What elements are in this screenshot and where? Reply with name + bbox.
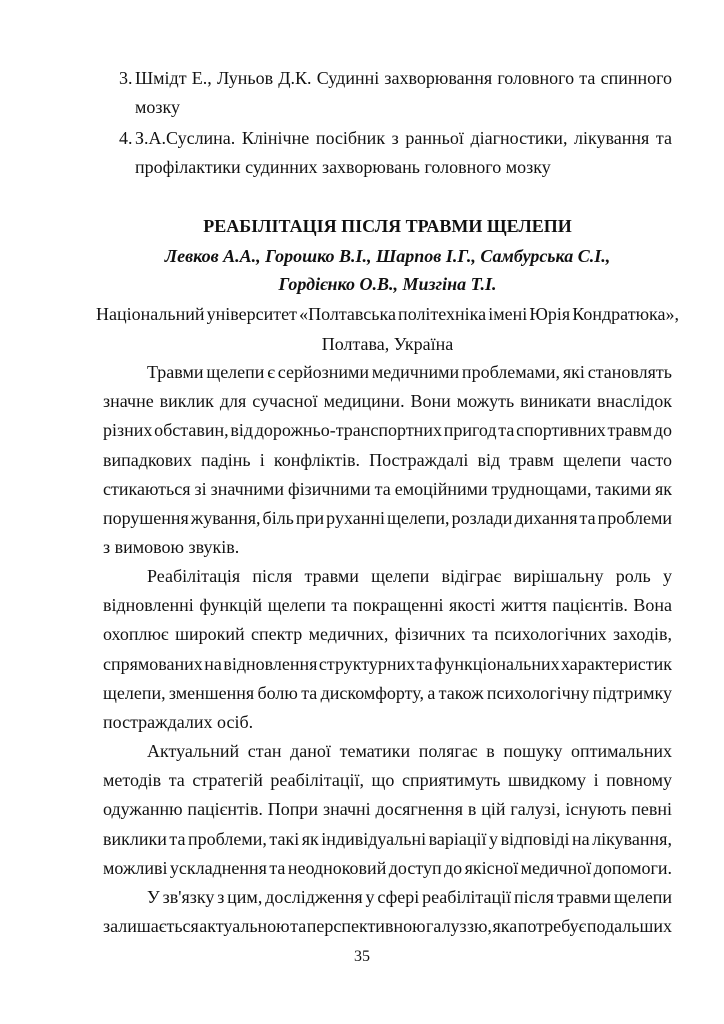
- paragraph-line: Актуальний стан даної тематики полягає в пошуку оптимальних: [147, 741, 672, 761]
- article-title: РЕАБІЛІТАЦІЯ ПІСЛЯ ТРАВМИ ЩЕЛЕПИ: [203, 216, 572, 236]
- article-authors: Гордієнко О.В., Мизгіна Т.І.: [278, 274, 497, 294]
- paragraph-line: виклики та проблеми, такі як індивідуальні варіації у відповіді на лікування,: [103, 829, 672, 849]
- paragraph-line: У зв'язку з цим, дослідження у сфері реабілітації після травми щелепи: [147, 887, 672, 907]
- paragraph-line: з вимовою звуків.: [103, 537, 240, 557]
- paragraph-line: щелепи, зменшення болю та дискомфорту, а також психологічну підтримку: [103, 683, 672, 703]
- paragraph-line: можливі ускладнення та неодноковий доступ до якісної медичної допомоги.: [103, 858, 673, 878]
- paragraph-line: відновленні функцій щелепи та покращенні якості життя пацієнтів. Вона: [103, 595, 672, 615]
- reference-number: 3.: [119, 68, 133, 88]
- article-affiliation: Національний університет «Полтавська політехніка імені Юрія Кондратюка»,: [96, 304, 679, 324]
- article-affiliation: Полтава, Україна: [321, 334, 454, 354]
- paragraph-line: охоплює широкий спектр медичних, фізичних та психологічних заходів,: [103, 624, 672, 644]
- paragraph-line: значне виклик для сучасної медицини. Вони можуть виникати внаслідок: [103, 391, 673, 411]
- paragraph-line: спрямованих на відновлення структурних та функціональних характеристик: [103, 654, 673, 674]
- paragraph-line: методів та стратегій реабілітації, що сприятимуть швидкому і повному: [103, 770, 673, 790]
- article-authors: Левков А.А., Горошко В.І., Шарпов І.Г., Самбурська С.І.,: [164, 246, 611, 266]
- paragraph-line: порушення жування, біль при руханні щелепи, розлади дихання та проблеми: [103, 508, 672, 528]
- reference-line: Шмідт Е., Луньов Д.К. Судинні захворювання головного та спинного: [135, 68, 673, 88]
- reference-line: З.А.Суслина. Клінічне посібник з ранньої діагностики, лікування та: [135, 128, 673, 148]
- paragraph-line: Травми щелепи є серйозними медичними проблемами, які становлять: [147, 362, 672, 382]
- reference-number: 4.: [119, 128, 133, 148]
- paragraph-line: постраждалих осіб.: [103, 712, 254, 732]
- paragraph-line: випадкових падінь і конфліктів. Постраждалі від травм щелепи часто: [103, 450, 672, 470]
- paragraph-line: залишається актуальною та перспективною галуззю, яка потребує подальших: [103, 916, 672, 936]
- paragraph-line: різних обставин, від дорожньо-транспортних пригод та спортивних травм до: [103, 420, 673, 440]
- paragraph-line: стикаються зі значними фізичними та емоційними труднощами, такими як: [103, 479, 673, 499]
- reference-line: профілактики судинних захворювань головного мозку: [135, 157, 551, 177]
- paragraph-line: одужанню пацієнтів. Попри значні досягнення в цій галузі, існують певні: [103, 799, 672, 819]
- paragraph-line: Реабілітація після травми щелепи відіграє вирішальну роль у: [147, 566, 672, 586]
- reference-line: мозку: [135, 97, 180, 117]
- page-number: 35: [354, 948, 370, 965]
